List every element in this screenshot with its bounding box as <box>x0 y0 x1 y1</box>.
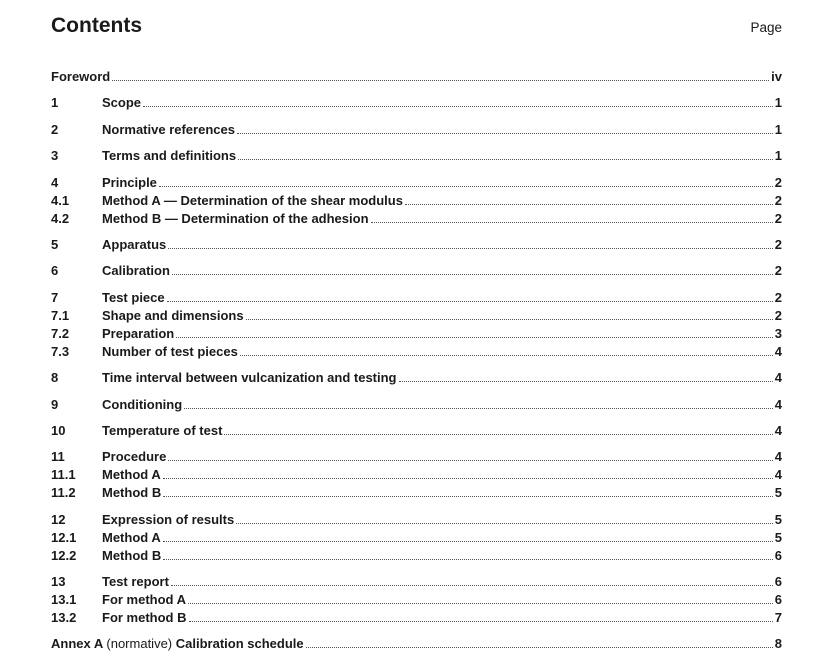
toc-entry[interactable] <box>51 367 782 385</box>
toc-entry-number: 2 <box>51 121 59 137</box>
toc-entry-number: 11 <box>51 449 65 465</box>
toc-entry-number: 12.2 <box>51 547 77 563</box>
toc-entry-title-main: Conditioning <box>102 396 183 412</box>
toc-entry[interactable] <box>51 119 782 137</box>
toc-entry-number: 9 <box>51 396 59 412</box>
toc-entry[interactable] <box>51 633 782 651</box>
toc-entry-title-main: Temperature of test <box>102 422 223 438</box>
toc-entry-title <box>51 70 110 84</box>
toc-entry-title-main: Expression of results <box>102 511 235 527</box>
toc-entry-page: 1 <box>774 148 782 164</box>
toc-entry[interactable] <box>51 305 782 323</box>
toc-entry-title-main: For method A <box>102 592 187 608</box>
toc-entry-qualifier: (normative) <box>106 636 173 652</box>
toc-entry-title <box>102 450 166 464</box>
toc-entry[interactable] <box>51 260 782 278</box>
toc-dot-leader <box>306 647 773 648</box>
toc-entry-title-main: Method B — Determination of the adhesion <box>102 210 369 226</box>
toc-entry-title-main: Shape and dimensions <box>102 307 244 323</box>
toc-gap <box>51 110 782 118</box>
toc-entry-title <box>102 194 403 208</box>
toc-gap <box>51 412 782 420</box>
toc-entry[interactable] <box>51 464 782 482</box>
toc-entry-number: 13.1 <box>51 592 77 608</box>
toc-gap <box>51 252 782 260</box>
toc-entry-number: 13.2 <box>51 610 77 626</box>
toc-entry-number: 11.1 <box>51 467 76 483</box>
toc-entry-number: 7.1 <box>51 307 70 323</box>
toc-entry-page: 5 <box>774 529 782 545</box>
toc-entry-page: 4 <box>774 467 782 483</box>
toc-entry[interactable] <box>51 482 782 500</box>
toc-entry-page: 8 <box>774 636 782 652</box>
toc-entry[interactable] <box>51 394 782 412</box>
toc-dot-leader <box>163 559 773 560</box>
toc-entry-title <box>51 637 304 651</box>
toc-entry[interactable] <box>51 92 782 110</box>
toc-entry-title-main: Method A <box>102 529 161 545</box>
toc-entry-title <box>102 345 238 359</box>
toc-dot-leader <box>143 106 773 107</box>
toc-entry-title-main: Principle <box>102 174 157 190</box>
toc-dot-leader <box>236 523 773 524</box>
toc-entry-page: 2 <box>774 289 782 305</box>
toc-gap <box>51 84 782 92</box>
toc-entry-title-main: Test report <box>102 574 169 590</box>
toc-gap <box>51 438 782 446</box>
toc-dot-leader <box>163 478 773 479</box>
toc-entry-title-main: Method A <box>102 467 161 483</box>
toc-dot-leader <box>184 408 773 409</box>
toc-entry-title <box>102 327 174 341</box>
toc-entry-page: 4 <box>774 370 782 386</box>
toc-entry-title-main: Test piece <box>102 289 165 305</box>
toc-entry-number: 4 <box>51 174 59 190</box>
toc-entry-title-suffix: Calibration schedule <box>175 636 304 652</box>
toc-entry-number: 11.2 <box>51 485 76 501</box>
toc-entry-number: 8 <box>51 370 59 386</box>
toc-dot-leader <box>163 496 773 497</box>
toc-dot-leader <box>168 460 772 461</box>
toc-entry-number: 7.2 <box>51 325 70 341</box>
toc-entry-page: 3 <box>774 325 782 341</box>
page-title: Contents <box>51 14 142 37</box>
toc-entry-page: 4 <box>774 449 782 465</box>
toc-entry-title <box>102 513 234 527</box>
toc-dot-leader <box>246 319 773 320</box>
toc-entry-page: 7 <box>774 610 782 626</box>
toc-entry[interactable] <box>51 145 782 163</box>
toc-gap <box>51 359 782 367</box>
toc-entry-page: 6 <box>774 547 782 563</box>
toc-entry[interactable] <box>51 545 782 563</box>
toc-entry-page: 2 <box>774 192 782 208</box>
toc-entry[interactable] <box>51 287 782 305</box>
toc-entry-title-main: Terms and definitions <box>102 148 237 164</box>
toc-entry-page: 5 <box>774 511 782 527</box>
toc-entry-page: 2 <box>774 210 782 226</box>
toc-entry-title-main: Method A — Determination of the shear modulus <box>102 192 403 208</box>
toc-entry-title-main: Preparation <box>102 325 175 341</box>
toc-entry[interactable] <box>51 589 782 607</box>
toc-entry-title <box>102 424 222 438</box>
toc-dot-leader <box>167 301 773 302</box>
toc-dot-leader <box>172 274 773 275</box>
toc-entry-number: 13 <box>51 574 66 590</box>
toc-entry[interactable] <box>51 341 782 359</box>
toc-entry-title <box>102 212 369 226</box>
toc-dot-leader <box>188 603 773 604</box>
toc-entry-number: 3 <box>51 148 59 164</box>
toc-gap <box>51 278 782 286</box>
toc-entry[interactable] <box>51 234 782 252</box>
toc-entry-title-main: Foreword <box>51 69 111 84</box>
toc-dot-leader <box>238 159 773 160</box>
toc-dot-leader <box>163 541 773 542</box>
toc-entry-page: 1 <box>774 121 782 137</box>
toc-entry-title <box>102 176 157 190</box>
toc-entry-title <box>102 611 187 625</box>
toc-entry-title-main: Procedure <box>102 449 167 465</box>
toc-entry-title <box>102 149 236 163</box>
toc-entry-page: 2 <box>774 307 782 323</box>
toc-entry-title <box>102 549 161 563</box>
toc-entry-title-main: Calibration <box>102 263 170 279</box>
toc-entry-page: 1 <box>774 95 782 111</box>
toc-entry-page: 6 <box>774 574 782 590</box>
toc-entry-title <box>102 593 186 607</box>
toc-gap <box>51 226 782 234</box>
toc-entry-title <box>102 291 165 305</box>
toc-dot-leader <box>399 381 773 382</box>
toc-entry-title <box>102 575 169 589</box>
toc-dot-leader <box>168 248 772 249</box>
toc-entry[interactable] <box>51 208 782 226</box>
toc-entry-title-main: Number of test pieces <box>102 343 238 359</box>
toc-entry-title <box>102 123 235 137</box>
toc-entry-page: 4 <box>774 343 782 359</box>
toc-dot-leader <box>171 585 773 586</box>
toc-entry-title-main: Annex A <box>51 636 103 652</box>
toc-entry-title <box>102 96 141 110</box>
toc-entry-title-main: Normative references <box>102 121 235 137</box>
toc-entry-page: 6 <box>774 592 782 608</box>
toc-entry[interactable] <box>51 420 782 438</box>
toc-entry-page: 2 <box>774 174 782 190</box>
toc-entry-number: 4.1 <box>51 192 70 208</box>
table-of-contents <box>51 66 782 651</box>
toc-dot-leader <box>240 355 773 356</box>
toc-entry-page: 2 <box>774 263 782 279</box>
toc-entry-title <box>102 371 397 385</box>
toc-entry-title-main: Scope <box>102 95 142 111</box>
toc-entry-page: 4 <box>774 396 782 412</box>
toc-entry[interactable] <box>51 509 782 527</box>
page-column-label: Page <box>750 20 782 35</box>
toc-dot-leader <box>405 204 773 205</box>
toc-entry[interactable] <box>51 527 782 545</box>
toc-entry-title-main: Apparatus <box>102 236 167 252</box>
toc-entry-title <box>102 309 244 323</box>
toc-entry-page: iv <box>771 69 782 84</box>
toc-entry[interactable] <box>51 607 782 625</box>
toc-dot-leader <box>112 80 769 81</box>
toc-entry-number: 7 <box>51 289 59 305</box>
toc-dot-leader <box>237 133 773 134</box>
toc-entry-number: 12 <box>51 511 66 527</box>
toc-entry-number: 6 <box>51 263 59 279</box>
toc-entry-title <box>102 264 170 278</box>
toc-entry-number: 5 <box>51 236 59 252</box>
toc-entry-title-main: For method B <box>102 610 187 626</box>
toc-entry[interactable] <box>51 172 782 190</box>
toc-entry-title-main: Method B <box>102 547 162 563</box>
toc-entry[interactable] <box>51 571 782 589</box>
toc-entry[interactable] <box>51 446 782 464</box>
toc-entry-number: 4.2 <box>51 210 70 226</box>
toc-gap <box>51 385 782 393</box>
toc-gap <box>51 625 782 633</box>
toc-entry-title <box>102 238 166 252</box>
toc-entry-page: 4 <box>774 422 782 438</box>
toc-entry-number: 7.3 <box>51 343 70 359</box>
toc-entry-number: 12.1 <box>51 529 77 545</box>
toc-gap <box>51 563 782 571</box>
toc-entry[interactable] <box>51 66 782 84</box>
toc-dot-leader <box>371 222 773 223</box>
toc-gap <box>51 163 782 171</box>
toc-entry-title <box>102 468 161 482</box>
toc-entry-title-main: Time interval between vulcanization and testing <box>102 370 397 386</box>
contents-header <box>51 14 782 44</box>
toc-gap <box>51 500 782 508</box>
toc-entry-title-main: Method B <box>102 485 162 501</box>
toc-entry-title <box>102 486 161 500</box>
toc-dot-leader <box>176 337 773 338</box>
toc-entry[interactable] <box>51 190 782 208</box>
toc-entry-page: 2 <box>774 236 782 252</box>
toc-dot-leader <box>189 621 773 622</box>
toc-entry-title <box>102 398 182 412</box>
toc-entry-title <box>102 531 161 545</box>
toc-entry-page: 5 <box>774 485 782 501</box>
toc-gap <box>51 137 782 145</box>
toc-entry[interactable] <box>51 323 782 341</box>
toc-dot-leader <box>224 434 772 435</box>
toc-dot-leader <box>159 186 773 187</box>
toc-entry-number: 1 <box>51 95 59 111</box>
toc-entry-number: 10 <box>51 422 66 438</box>
